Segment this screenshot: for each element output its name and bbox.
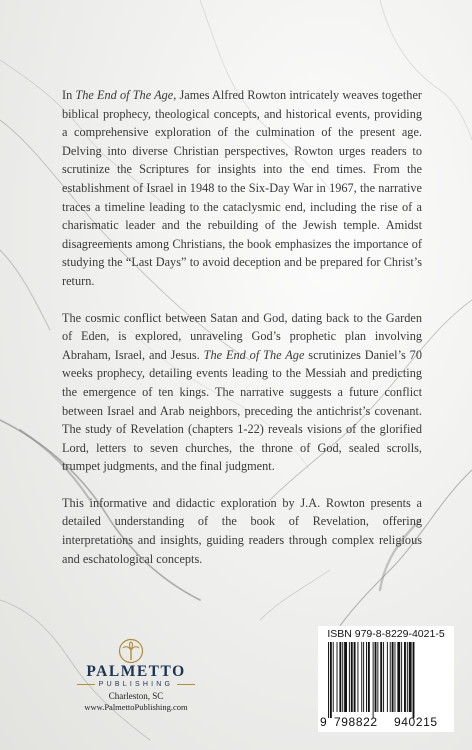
palm-tree-icon <box>118 638 144 664</box>
barcode-bar <box>380 642 382 712</box>
barcode-bar <box>344 642 347 712</box>
barcode-bar <box>354 642 356 712</box>
barcode-digits-right: 940215 <box>394 715 438 729</box>
barcode-bar <box>328 642 329 718</box>
barcode-bar <box>368 642 370 712</box>
barcode-bar <box>342 642 343 712</box>
barcode-bar <box>387 642 388 712</box>
barcode-digits-left: 798822 <box>334 715 378 729</box>
barcode-bar <box>330 642 332 718</box>
description-paragraph-2: The cosmic conflict between Satan and God, dating back to the Garden of Eden, is explored, unraveling God’s prophetic plan involving Abraham, Israel, and Jesus. The End of The Age scrutinizes Daniel’s 70 weeks prophecy, detailing events leading to the Messiah and predicting the emergence of ten kings. The narrative suggests a future conflict between Israel and Arab neighbors, preceding the antichrist’s covenant. The study of Revelation (chapters 1-22) reveals visions of the glorified Lord, letters to seven churches, the throne of God, sealed scrolls, trumpet judgments, and the final judgment. <box>62 310 422 474</box>
book-title-italic: The End of The Age, <box>75 88 177 102</box>
barcode-bar <box>409 642 412 712</box>
barcode-bar <box>339 642 341 712</box>
barcode-bar <box>407 642 408 712</box>
book-title-italic: The End of The Age <box>203 347 305 362</box>
barcode-bar <box>404 642 406 712</box>
barcode-bar <box>377 642 378 712</box>
barcode-bar <box>373 642 374 718</box>
barcode-bar <box>349 642 350 712</box>
book-description <box>62 86 422 586</box>
isbn-label: ISBN 979-8-8229-4021-5 <box>327 628 445 640</box>
barcode-bar <box>392 642 394 712</box>
barcode-bars <box>322 642 450 718</box>
barcode-bar <box>357 642 358 712</box>
barcode-bar <box>401 642 402 712</box>
description-paragraph-1: In The End of The Age, James Alfred Rowton intricately weaves together biblical prophecy, theological concepts, and historical events, providing a comprehensive exploration of the culmination of the present age. Delving into diverse Christian perspectives, Rowton urges readers to scrutinize the Scriptures for insights into the end times. From the establishment of Israel in 1948 to the Six-Day War in 1967, the narrative traces a timeline leading to the cataclysmic end, including the rise of a charismatic leader and the rebuilding of the Jewish temple. Amidst disagreements among Christians, the book emphasizes the importance of studying the “Last Days” to avoid deception and be prepared for Christ’s return. <box>62 88 422 288</box>
barcode-digit-first: 9 <box>320 715 328 729</box>
barcode-bar <box>375 642 377 712</box>
barcode-bar <box>361 642 362 712</box>
publisher-name: PALMETTO <box>86 663 186 680</box>
barcode-bar <box>413 642 415 718</box>
barcode-bar <box>390 642 391 712</box>
publisher-city: Charleston, SC <box>108 691 164 701</box>
isbn-barcode <box>318 626 454 732</box>
barcode-bar <box>383 642 384 712</box>
barcode-bar <box>333 642 334 712</box>
barcode-bar <box>351 642 353 712</box>
barcode-bar <box>337 642 338 712</box>
barcode-bar <box>366 642 367 712</box>
description-paragraph-3: This informative and didactic exploration by J.A. Rowton presents a detailed understanding of the book of Revelation, offering interpretations and insights, guiding readers through complex religious and eschatological concepts. <box>62 495 422 566</box>
barcode-bar <box>395 642 396 712</box>
publisher-website: www.PalmettoPublishing.com <box>84 702 188 712</box>
barcode-bar <box>363 642 364 712</box>
publisher-logo <box>62 638 212 718</box>
barcode-bar <box>397 642 400 712</box>
publisher-subtitle: PUBLISHING <box>66 681 206 688</box>
